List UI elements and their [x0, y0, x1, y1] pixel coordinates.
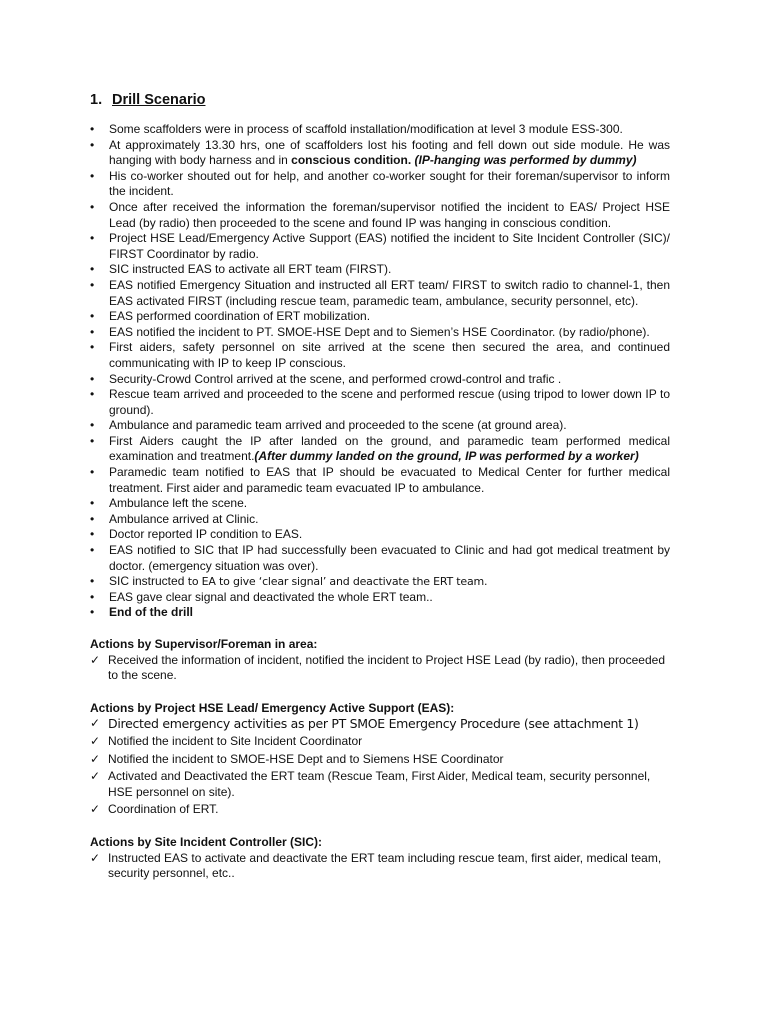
heading-number: 1.: [90, 92, 103, 108]
scenario-item: • EAS notified the incident to PT. SMOE-HSE Dept and to Siemen’s HSE Coordinator. (by radio/phone).: [90, 325, 670, 341]
section-title: Actions by Supervisor/Foreman in area:: [90, 637, 318, 651]
section-title: Actions by Site Incident Controller (SIC):: [90, 834, 323, 849]
check-item: ✓ Directed emergency activities as per PT SMOE Emergency Procedure (see attachment 1): [90, 716, 639, 732]
check-list: [90, 653, 670, 684]
check-item: ✓ Activated and Deactivated the ERT team (Rescue Team, First Aider, Medical team, security personnel, HSE personnel on site).: [90, 769, 651, 799]
scenario-item: • Rescue team arrived and proceeded to the scene and performed rescue (using tripod to lower down IP to ground).: [90, 387, 670, 418]
scenario-item: • Ambulance left the scene.: [90, 496, 670, 512]
check-icon: ✓: [90, 769, 101, 784]
check-list: [90, 716, 670, 818]
check-item: ✓ Notified the incident to Site Incident Coordinator: [90, 733, 363, 748]
scenario-item: • Security-Crowd Control arrived at the scene, and performed crowd-control and trafic .: [90, 372, 670, 388]
section-title: Actions by Project HSE Lead/ Emergency Active Support (EAS):: [90, 700, 455, 715]
scenario-item: • First aiders, safety personnel on site arrived at the scene then secured the area, and continued communicating with IP to keep IP conscious.: [90, 340, 670, 371]
scenario-item: • Doctor reported IP condition to EAS.: [90, 527, 670, 543]
check-item: ✓ Notified the incident to SMOE-HSE Dept and to Siemens HSE Coordinator: [90, 751, 504, 766]
scenario-item: • SIC instructed to EA to give ‘clear signal’ and deactivate the ERT team.: [90, 574, 670, 590]
check-icon: ✓: [90, 751, 101, 766]
scenario-item: • Once after received the information the foreman/supervisor notified the incident to EAS/ Project HSE Lead (by radio) then proceeded to the scene and found IP was hanging in conscious condition.: [90, 200, 670, 231]
scenario-item: • Project HSE Lead/Emergency Active Support (EAS) notified the incident to Site Incident Controller (SIC)/ FIRST Coordinator by radio.: [90, 231, 670, 262]
scenario-item-end: • End of the drill: [90, 605, 670, 621]
check-icon: ✓: [90, 802, 101, 817]
section-heading: [90, 92, 670, 108]
actions-sic: [90, 835, 670, 882]
check-icon: ✓: [90, 716, 101, 731]
scenario-item: • At approximately 13.30 hrs, one of scaffolders lost his footing and fell down out side module. He was hanging with body harness and in conscious condition. (IP-hanging was performed by dummy): [90, 138, 670, 169]
scenario-item: • Paramedic team notified to EAS that IP should be evacuated to Medical Center for further medical treatment. First aider and paramedic team evacuated IP to ambulance.: [90, 465, 670, 496]
scenario-item: • EAS notified Emergency Situation and instructed all ERT team/ FIRST to switch radio to channel-1, then EAS activated FIRST (including rescue team, paramedic team, ambulance, security personnel, etc).: [90, 278, 670, 309]
check-icon: ✓: [90, 733, 101, 748]
check-icon: ✓: [90, 652, 101, 667]
scenario-item: • His co-worker shouted out for help, and another co-worker sought for their foreman/supervisor to inform the incident.: [90, 169, 670, 200]
document-body: [90, 92, 670, 882]
heading-title: Drill Scenario: [112, 92, 206, 108]
actions-supervisor: [90, 637, 670, 684]
scenario-item: • Ambulance arrived at Clinic.: [90, 512, 670, 528]
scenario-item: • SIC instructed EAS to activate all ERT team (FIRST).: [90, 262, 670, 278]
scenario-item: • First Aiders caught the IP after landed on the ground, and paramedic team performed medical examination and treatment.(After dummy landed on the ground, IP was performed by a worker): [90, 434, 670, 465]
scenario-item: • EAS gave clear signal and deactivated the whole ERT team..: [90, 590, 670, 606]
check-item: ✓ Instructed EAS to activate and deactivate the ERT team including rescue team, first aider, medical team, security personnel, etc..: [90, 850, 662, 881]
check-item: ✓ Received the information of incident, notified the incident to Project HSE Lead (by radio), then proceeded to the scene.: [90, 652, 665, 683]
scenario-item: • EAS performed coordination of ERT mobilization.: [90, 309, 670, 325]
scenario-item: • Ambulance and paramedic team arrived and proceeded to the scene (at ground area).: [90, 418, 670, 434]
actions-eas: [90, 701, 670, 818]
check-list: [90, 851, 670, 882]
scenario-list: [90, 122, 670, 621]
check-item: ✓ Coordination of ERT.: [90, 802, 219, 817]
check-icon: ✓: [90, 850, 101, 865]
scenario-item: • EAS notified to SIC that IP had successfully been evacuated to Clinic and had got medical treatment by doctor. (emergency situation was over).: [90, 543, 670, 574]
scenario-item: • Some scaffolders were in process of scaffold installation/modification at level 3 module ESS-300.: [90, 122, 670, 138]
